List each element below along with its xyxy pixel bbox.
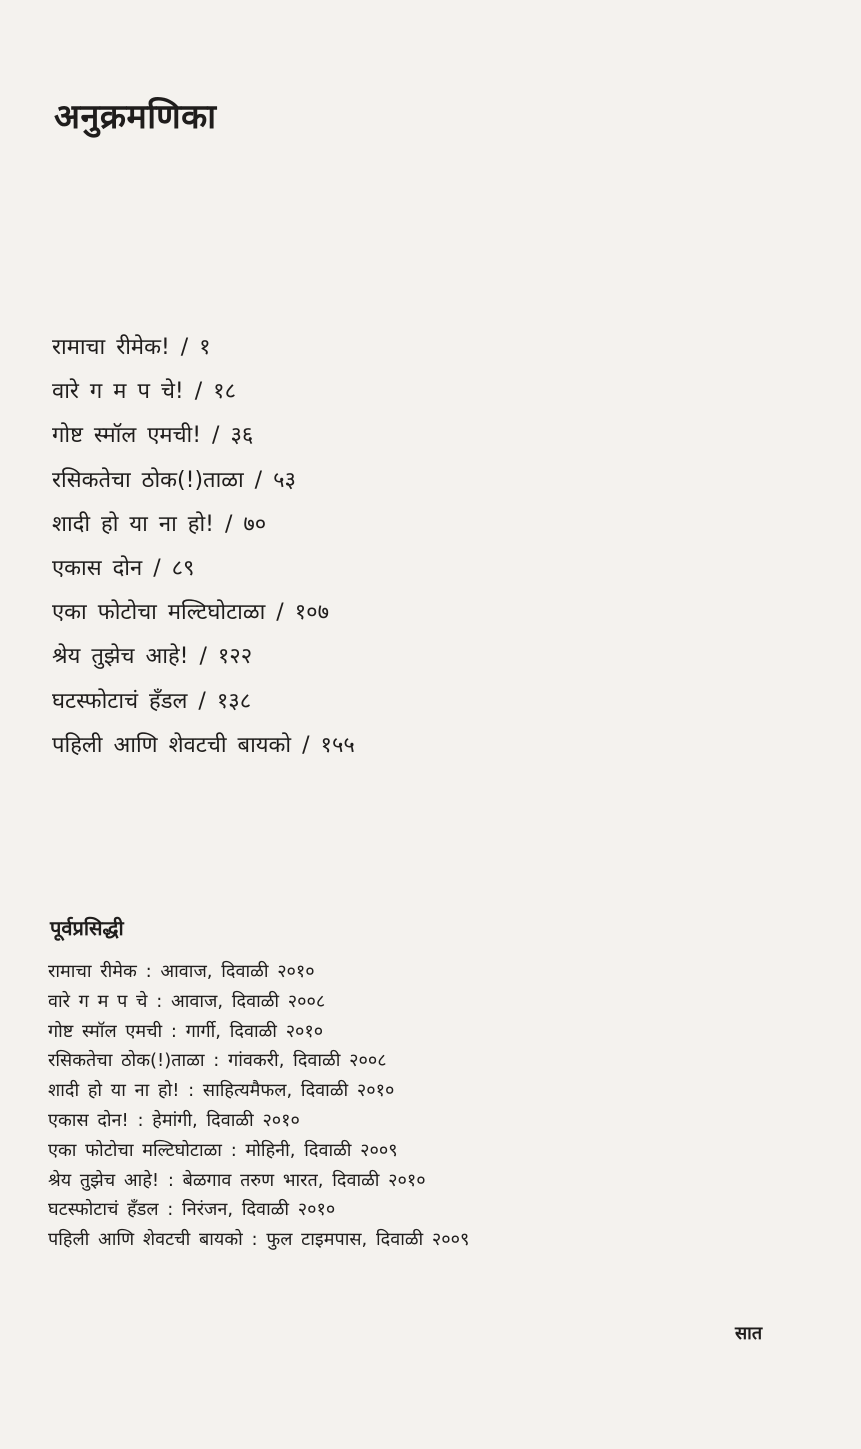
toc-entry: गोष्ट स्मॉल एमची! / ३६ (52, 423, 254, 449)
toc-entry: एका फोटोचा मल्टिघोटाळा / १०७ (52, 600, 330, 626)
toc-entry: एकास दोन / ८९ (52, 555, 195, 581)
publication-entry: पहिली आणि शेवटची बायको : फुल टाइमपास, दिवाळी २००९ (48, 1229, 470, 1251)
prior-publication-list (48, 957, 469, 1255)
publication-entry: घटस्फोटाचं हँडल : निरंजन, दिवाळी २०१० (48, 1199, 336, 1221)
publication-entry: रसिकतेचा ठोक(!)ताळा : गांवकरी, दिवाळी २००८ (48, 1050, 387, 1072)
toc-entry: वारे ग म प चे! / १८ (52, 379, 237, 405)
page-title: अनुक्रमणिका (54, 97, 217, 137)
publication-entry: रामाचा रीमेक : आवाज, दिवाळी २०१० (48, 961, 315, 982)
publication-entry: शादी हो या ना हो! : साहित्यमैफल, दिवाळी २०१० (48, 1080, 395, 1102)
toc-entry: रसिकतेचा ठोक(!)ताळा / ५३ (52, 467, 296, 493)
prior-publication-heading: पूर्वप्रसिद्धी (50, 916, 124, 940)
publication-entry: श्रेय तुझेच आहे! : बेळगाव तरुण भारत, दिवाळी २०१० (48, 1169, 426, 1191)
page-number: सात (735, 1323, 763, 1344)
toc-entry: रामाचा रीमेक! / १ (52, 335, 211, 360)
publication-entry: एका फोटोचा मल्टिघोटाळा : मोहिनी, दिवाळी २००९ (48, 1139, 398, 1161)
toc-entry: श्रेय तुझेच आहे! / १२२ (52, 644, 253, 670)
table-of-contents (52, 326, 355, 768)
publication-entry: गोष्ट स्मॉल एमची : गार्गी, दिवाळी २०१० (48, 1020, 324, 1042)
toc-entry: घटस्फोटाचं हँडल / १३८ (52, 688, 252, 714)
publication-entry: वारे ग म प चे : आवाज, दिवाळी २००८ (48, 990, 326, 1012)
toc-entry: शादी हो या ना हो! / ७० (52, 511, 267, 537)
toc-entry: पहिली आणि शेवटची बायको / १५५ (52, 732, 355, 758)
publication-entry: एकास दोन! : हेमांगी, दिवाळी २०१० (48, 1109, 300, 1131)
